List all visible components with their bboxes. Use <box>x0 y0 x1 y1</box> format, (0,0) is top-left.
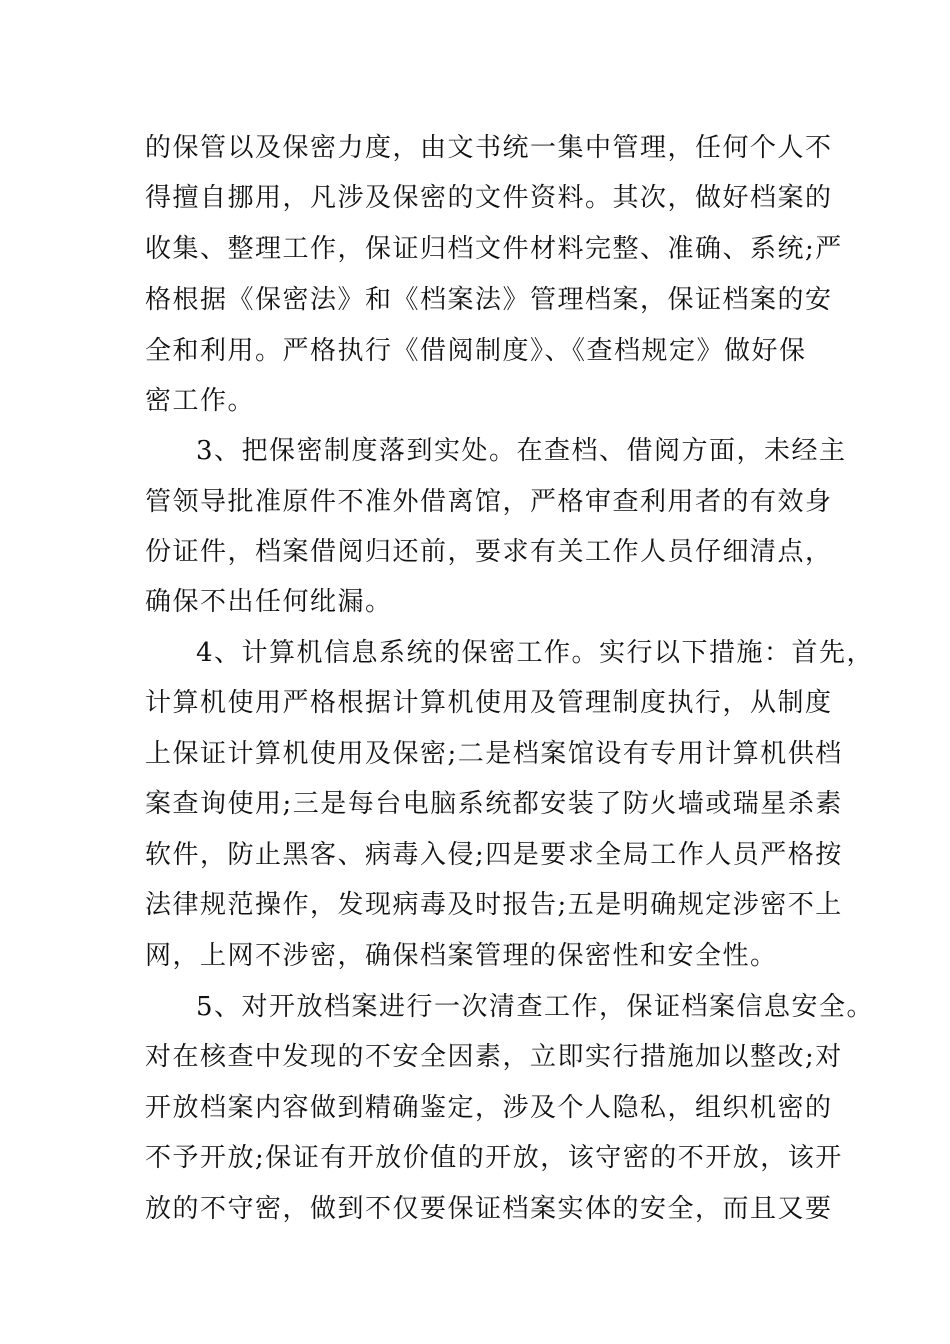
text-line: 份证件，档案借阅归还前，要求有关工作人员仔细清点， <box>145 537 833 567</box>
text-line: 收集、整理工作，保证归档文件材料完整、准确、系统;严 <box>145 234 843 264</box>
text-line: 的保管以及保密力度，由文书统一集中管理，任何个人不 <box>145 133 833 163</box>
text-line: 放的不守密，做到不仅要保证档案实体的安全，而且又要 <box>145 1194 833 1224</box>
text-line: 格根据《保密法》和《档案法》管理档案，保证档案的安 <box>145 285 833 315</box>
text-line: 网，上网不涉密，确保档案管理的保密性和安全性。 <box>145 941 778 971</box>
paragraph-5-first-line: 5、对开放档案进行一次清查工作，保证档案信息安全。 <box>196 992 875 1022</box>
text-line: 开放档案内容做到精确鉴定，涉及个人隐私，组织机密的 <box>145 1093 833 1123</box>
text-line: 密工作。 <box>145 386 256 416</box>
text-line: 案查询使用;三是每台电脑系统都安装了防火墙或瑞星杀素 <box>145 789 843 819</box>
text-line: 得擅自挪用，凡涉及保密的文件资料。其次，做好档案的 <box>145 183 833 213</box>
paragraph-4-first-line: 4、计算机信息系统的保密工作。实行以下措施：首先， <box>196 638 875 668</box>
text-line: 软件，防止黑客、病毒入侵;四是要求全局工作人员严格按 <box>145 840 843 870</box>
text-line: 对在核查中发现的不安全因素，立即实行措施加以整改;对 <box>145 1042 843 1072</box>
text-line: 计算机使用严格根据计算机使用及管理制度执行，从制度 <box>145 688 833 718</box>
paragraph-3-first-line: 3、把保密制度落到实处。在查档、借阅方面，未经主 <box>196 436 847 466</box>
text-line: 全和利用。严格执行《借阅制度》、《查档规定》做好保 <box>145 336 807 366</box>
text-line: 法律规范操作，发现病毒及时报告;五是明确规定涉密不上 <box>145 890 843 920</box>
text-line: 上保证计算机使用及保密;二是档案馆设有专用计算机供档 <box>145 739 843 769</box>
text-line: 确保不出任何纰漏。 <box>145 587 393 617</box>
text-line: 管领导批准原件不准外借离馆，严格审查利用者的有效身 <box>145 487 833 517</box>
text-line: 不予开放;保证有开放价值的开放，该守密的不开放，该开 <box>145 1143 843 1173</box>
